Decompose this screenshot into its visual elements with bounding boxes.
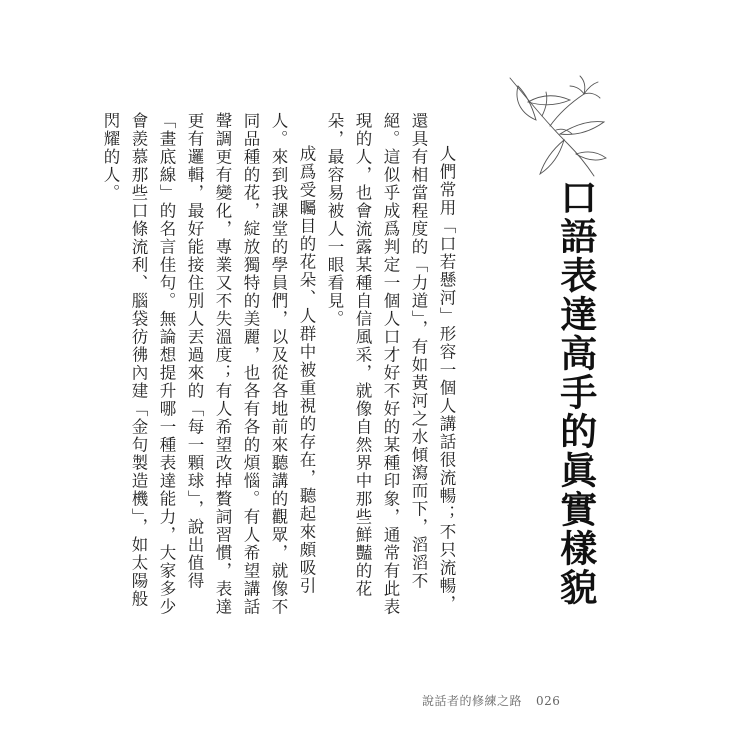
- body-text: [96, 112, 460, 617]
- body-paragraph-2: 成爲受矚目的花朵、人群中被重視的存在，聽起來頗吸引人。來到我課堂的學員們，以及從各地前來聽講的觀眾，就像不同品種的花，綻放獨特的美麗，也各有各的煩惱。有人希望講話聲調更有變化，專業又不失溫度；有人希望改掉贅詞習慣，表達更有邏輯，最好能接住別人丟過來的「每一顆球」，說出值得「畫底線」的名言佳句。無論想提升哪一種表達能力，大家多少會羨慕那些口條流利、腦袋彷彿內建「金句製造機」，如太陽般閃耀的人。: [101, 112, 316, 616]
- running-title: 說話者的修練之路: [422, 694, 523, 708]
- page-number: 026: [536, 694, 561, 708]
- page-footer: [422, 692, 560, 709]
- flower-sketch-icon: [490, 72, 610, 180]
- body-paragraph-1: 人們常用「口若懸河」形容一個人講話很流暢；不只流暢，還具有相當程度的「力道」，有如黃河之水傾瀉而下，滔滔不絕。這似乎成爲判定一個人口才好不好的某種印象，通常有此表現的人，也會流露某種自信風采，就像自然界中那些鮮豔的花朵，最容易被人一眼看見。: [325, 112, 456, 616]
- chapter-title: 口語表達高手的眞實樣貌: [553, 178, 598, 607]
